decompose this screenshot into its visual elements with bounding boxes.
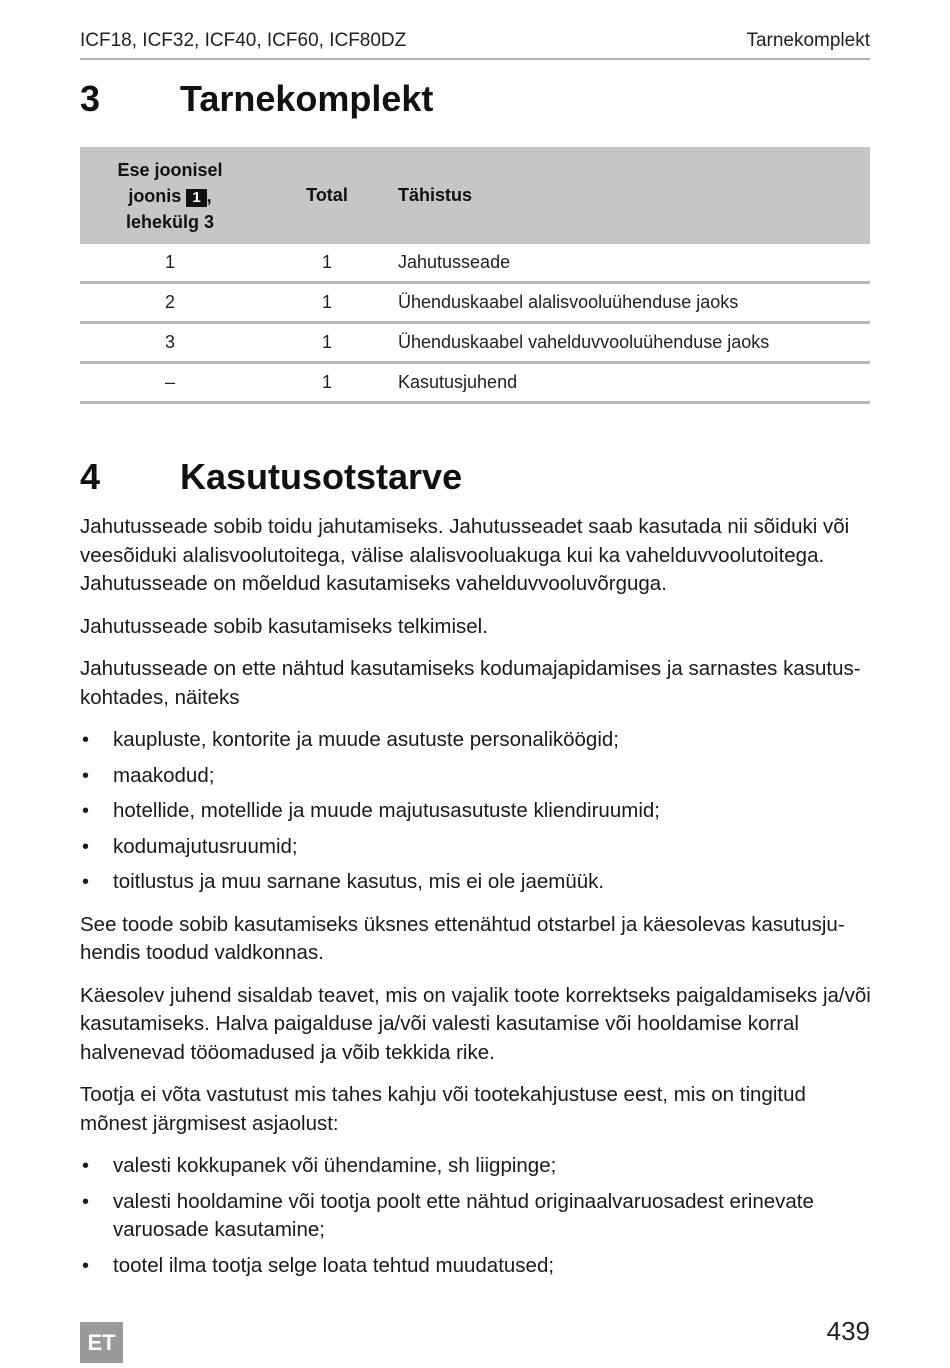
page-number: 439 bbox=[826, 1316, 870, 1346]
section-4-heading bbox=[80, 456, 462, 498]
paragraph: See toode sobib kasutamiseks üksnes ettenähtud otstarbel ja käesolevas kasutusjuhendis toodud valdkonnas. bbox=[80, 912, 845, 964]
bullet-icon: • bbox=[82, 764, 90, 787]
list-item-text: maakodud; bbox=[113, 763, 215, 787]
paragraph: Käesolev juhend sisaldab teavet, mis on vajalik toote korrektseks paigaldamiseks ja/või kasutamiseks. Halva paigalduse ja/või valesti kasutamise või hooldamise korral halvenevad tööomadused ja võib tekkida rike. bbox=[80, 983, 871, 1064]
list-item bbox=[80, 797, 872, 826]
list-item bbox=[80, 1188, 872, 1245]
list-item-text: hotellide, motellide ja muude majutusasutuste kliendiruumid; bbox=[113, 799, 660, 822]
cell-desc: Ühenduskaabel alalisvooluühenduse jaoks bbox=[394, 283, 870, 323]
cell-qty: 1 bbox=[260, 283, 394, 323]
list-item-text: toitlustus ja muu sarnane kasutus, mis ei ole jaemüük. bbox=[113, 870, 605, 893]
bullet-icon: • bbox=[82, 729, 90, 751]
list-item bbox=[80, 868, 872, 897]
table-row bbox=[80, 244, 870, 283]
bullet-icon: • bbox=[82, 1155, 90, 1177]
bullet-icon: • bbox=[82, 871, 90, 893]
col-item-header-line1: Ese joonisel bbox=[117, 159, 223, 180]
paragraph: Jahutusseade sobib toidu jahutamiseks. Jahutusseadet saab kasutada nii sõiduki või veesõiduki alalisvoolutoitega, välise alalisvooluakuga kui ka vahelduvvoolutoitega. Jahutusseade on mõeldud kasutamiseks vahelduvvooluvõrguga. bbox=[80, 515, 850, 595]
usage-locations-list bbox=[80, 726, 872, 897]
table-row bbox=[80, 323, 870, 363]
section-3-heading bbox=[80, 78, 433, 120]
section-3-number: 3 bbox=[80, 78, 101, 119]
col-item-header bbox=[80, 147, 260, 244]
cell-item: 2 bbox=[80, 283, 260, 323]
cell-desc: Jahutusseade bbox=[394, 244, 870, 283]
table-header-row bbox=[80, 147, 870, 244]
cell-desc: Ühenduskaabel vahelduvvooluühenduse jaoks bbox=[394, 323, 870, 363]
list-item-text: kaupluste, kontorite ja muude asutuste personaliköögid; bbox=[113, 728, 619, 751]
col-designation-header: Tähistus bbox=[394, 147, 870, 244]
list-item-text: tootel ilma tootja selge loata tehtud muudatused; bbox=[113, 1253, 555, 1277]
language-badge: ET bbox=[80, 1322, 123, 1363]
bullet-icon: • bbox=[82, 1254, 90, 1277]
bullet-icon: • bbox=[82, 1190, 90, 1213]
list-item-text: valesti hooldamine või tootja poolt ette nähtud originaalvaruosadest erinevate varuosade kasutamine; bbox=[113, 1189, 814, 1241]
list-item bbox=[80, 726, 872, 755]
bullet-icon: • bbox=[82, 835, 90, 858]
cell-qty: 1 bbox=[260, 363, 394, 403]
paragraph: Jahutusseade on ette nähtud kasutamiseks kodumajapidamises ja sarnastes kasutuskohtades, näiteks bbox=[80, 657, 861, 709]
cell-item: 1 bbox=[80, 244, 260, 283]
list-item bbox=[80, 1252, 872, 1281]
running-header bbox=[80, 30, 870, 60]
cell-item: 3 bbox=[80, 323, 260, 363]
section-4-body bbox=[80, 513, 872, 1294]
cell-desc: Kasutusjuhend bbox=[394, 363, 870, 403]
cell-qty: 1 bbox=[260, 323, 394, 363]
header-section: Tarnekomplekt bbox=[746, 30, 870, 51]
list-item bbox=[80, 762, 872, 791]
bullet-icon: • bbox=[82, 800, 90, 822]
paragraph: Jahutusseade sobib kasutamiseks telkimisel. bbox=[80, 614, 488, 638]
list-item-text: kodumajutusruumid; bbox=[113, 834, 298, 858]
section-3-title: Tarnekomplekt bbox=[180, 78, 434, 119]
cell-item: – bbox=[80, 363, 260, 403]
table-row bbox=[80, 363, 870, 403]
col-item-header-line3: lehekülg 3 bbox=[125, 211, 215, 232]
col-item-header-line2: joonis bbox=[128, 185, 182, 206]
col-total-header: Total bbox=[260, 147, 394, 244]
table-row bbox=[80, 283, 870, 323]
delivery-scope-table bbox=[80, 147, 870, 404]
section-4-title: Kasutusotstarve bbox=[180, 456, 463, 497]
paragraph: Tootja ei võta vastutust mis tahes kahju või tootekahjustuse eest, mis on tingitud mõnest järgmisest asjaolust: bbox=[80, 1083, 806, 1135]
col-item-header-comma: , bbox=[206, 185, 212, 206]
figure-number-badge: 1 bbox=[186, 189, 206, 207]
cell-qty: 1 bbox=[260, 244, 394, 283]
list-item bbox=[80, 833, 872, 862]
section-4-number: 4 bbox=[80, 456, 101, 497]
list-item bbox=[80, 1152, 872, 1181]
liability-exclusions-list bbox=[80, 1152, 872, 1280]
header-models: ICF18, ICF32, ICF40, ICF60, ICF80DZ bbox=[80, 30, 407, 51]
list-item-text: valesti kokkupanek või ühendamine, sh liigpinge; bbox=[113, 1154, 557, 1177]
